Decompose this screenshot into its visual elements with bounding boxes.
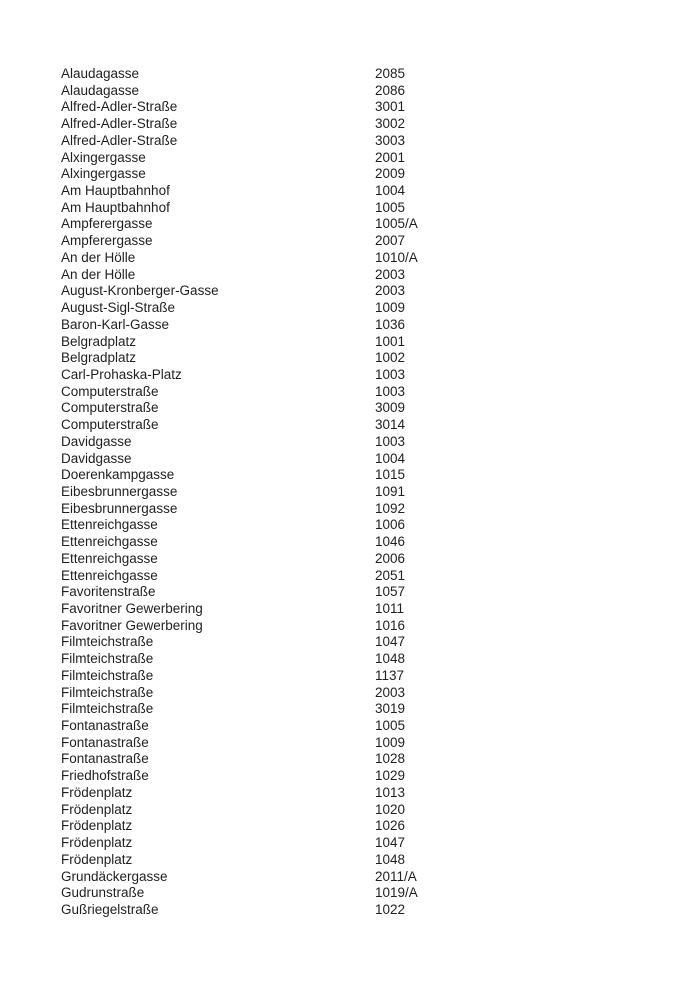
street-code: 1020 [375,801,406,817]
street-code: 2051 [375,567,406,583]
street-code: 1011 [375,601,405,616]
list-row [61,902,661,919]
street-name: Ampferergasse [61,216,153,232]
street-code: 2003 [375,684,406,700]
list-row [61,283,661,300]
street-code: 2003 [375,266,406,282]
street-code: 1002 [375,350,406,366]
list-row [61,216,661,233]
street-code: 2085 [375,66,406,81]
street-code: 1047 [375,835,406,851]
street-name: Am Hauptbahnhof [61,183,170,199]
list-row [61,133,661,150]
street-name: Computerstraße [61,400,159,416]
street-name: Fontanastraße [61,734,149,750]
list-row [61,685,661,702]
street-name: Belgradplatz [61,350,137,366]
street-code: 1022 [375,901,406,917]
street-name: Filmteichstraße [61,634,154,650]
street-code: 1016 [375,617,406,633]
street-name: Eibesbrunnergasse [61,500,178,516]
street-name: August-Kronberger-Gasse [61,283,219,299]
street-code: 1036 [375,316,406,332]
street-code: 1048 [375,851,406,867]
street-code: 1028 [375,751,406,767]
list-row [61,735,661,752]
list-row [61,668,661,685]
street-name: August-Sigl-Straße [61,300,176,316]
street-name: Fontanastraße [61,718,149,734]
street-code: 3009 [375,400,406,416]
street-code: 1009 [375,300,406,316]
list-row [61,367,661,384]
list-row [61,852,661,869]
street-name: Favoritner Gewerbering [61,617,203,633]
list-row [61,183,661,200]
street-code: 2003 [375,283,406,299]
street-code: 3001 [375,99,406,115]
street-name: Favoritner Gewerbering [61,601,203,616]
street-name: Frödenplatz [61,851,133,867]
street-name: Computerstraße [61,417,159,433]
street-code: 1003 [375,383,406,399]
street-name: Alxingergasse [61,149,146,165]
street-code: 2006 [375,550,406,566]
list-row [61,99,661,116]
list-row [61,835,661,852]
street-code: 1137 [375,667,405,683]
street-name: Ettenreichgasse [61,550,158,566]
street-code: 1046 [375,534,406,550]
street-code: 1005 [375,718,406,734]
street-code: 1004 [375,450,406,466]
list-row [61,651,661,668]
list-row [61,83,661,100]
list-row [61,501,661,518]
list-row [61,785,661,802]
list-row [61,116,661,133]
street-code: 2011/A [375,868,417,884]
list-row [61,200,661,217]
street-name: Computerstraße [61,383,159,399]
street-name: Frödenplatz [61,784,133,800]
street-code: 1091 [375,483,406,499]
list-row [61,233,661,250]
street-code: 1047 [375,634,406,650]
street-code: 1003 [375,366,406,382]
list-row [61,334,661,351]
street-code: 1004 [375,183,406,199]
street-name: Alaudagasse [61,66,140,81]
list-row [61,534,661,551]
street-name: Grundäckergasse [61,868,168,884]
list-row [61,267,661,284]
street-name: Filmteichstraße [61,651,154,667]
list-row [61,417,661,434]
street-name: Frödenplatz [61,835,133,851]
street-name: Gudrunstraße [61,885,145,901]
street-name: Alaudagasse [61,82,140,98]
street-code: 1010/A [375,249,418,265]
list-row [61,568,661,585]
street-name: Ettenreichgasse [61,517,158,533]
street-code: 2001 [375,149,406,165]
list-row [61,317,661,334]
street-name: Carl-Prohaska-Platz [61,366,182,382]
street-code: 1005 [375,199,406,215]
list-row [61,400,661,417]
list-row [61,768,661,785]
list-row [61,350,661,367]
street-name: Alfred-Adler-Straße [61,99,178,115]
street-name: Davidgasse [61,450,132,466]
list-row [61,618,661,635]
list-row [61,869,661,886]
street-name: Alxingergasse [61,166,146,182]
list-row [61,885,661,902]
street-name: Belgradplatz [61,333,137,349]
street-code: 1057 [375,584,406,600]
street-code: 1005/A [375,216,418,232]
street-name: Favoritenstraße [61,584,156,600]
street-code: 1003 [375,433,406,449]
street-code: 1006 [375,517,406,533]
list-row [61,818,661,835]
street-code: 2009 [375,166,406,182]
street-name: Baron-Karl-Gasse [61,316,170,332]
street-code: 1092 [375,500,406,516]
street-code: 3014 [375,417,406,433]
list-row [61,150,661,167]
list-row [61,751,661,768]
street-code: 3002 [375,116,406,132]
street-name: An der Hölle [61,249,136,265]
street-name: Filmteichstraße [61,667,154,683]
list-row [61,467,661,484]
street-name: Ettenreichgasse [61,534,158,550]
street-name: Davidgasse [61,433,132,449]
street-name: Gußriegelstraße [61,901,159,917]
list-row [61,601,661,618]
list-row [61,634,661,651]
list-row [61,434,661,451]
street-name: Filmteichstraße [61,684,154,700]
list-row [61,584,661,601]
street-code: 2086 [375,82,406,98]
street-name: Frödenplatz [61,801,133,817]
street-code: 3019 [375,701,406,717]
list-row [61,551,661,568]
list-row [61,701,661,718]
street-name: Filmteichstraße [61,701,154,717]
street-name: An der Hölle [61,266,136,282]
street-code: 1019/A [375,885,418,901]
street-code: 1013 [375,784,406,800]
street-code: 1048 [375,651,406,667]
street-name: Frödenplatz [61,818,133,834]
street-code: 3003 [375,132,406,148]
street-code: 1009 [375,734,406,750]
list-row [61,718,661,735]
street-code: 1026 [375,818,406,834]
street-code: 1015 [375,467,406,483]
street-name: Friedhofstraße [61,768,149,784]
street-code-list [61,66,661,919]
list-row [61,166,661,183]
street-name: Doerenkampgasse [61,467,175,483]
street-name: Ettenreichgasse [61,567,158,583]
list-row [61,384,661,401]
street-name: Eibesbrunnergasse [61,483,178,499]
street-code: 1029 [375,768,406,784]
street-code: 2007 [375,233,406,249]
list-row [61,250,661,267]
list-row [61,802,661,819]
street-name: Ampferergasse [61,233,153,249]
list-row [61,517,661,534]
street-name: Alfred-Adler-Straße [61,132,178,148]
street-name: Fontanastraße [61,751,149,767]
list-row [61,66,661,83]
list-row [61,300,661,317]
list-row [61,451,661,468]
street-name: Am Hauptbahnhof [61,199,170,215]
street-code: 1001 [375,333,406,349]
street-name: Alfred-Adler-Straße [61,116,178,132]
list-row [61,484,661,501]
